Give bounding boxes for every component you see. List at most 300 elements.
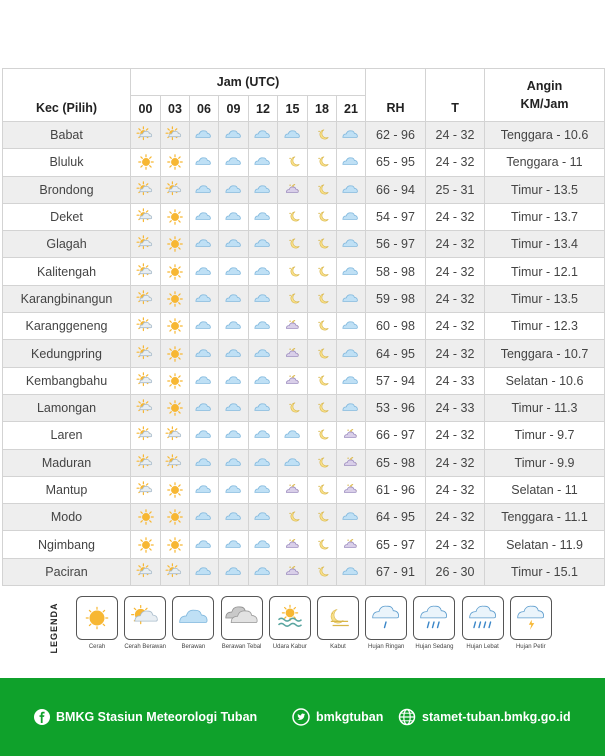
district-name[interactable]: Glagah [3,231,131,258]
weather-cell [190,422,219,449]
berawan-icon [249,481,277,499]
table-row[interactable] [3,231,605,258]
footer [0,678,605,756]
legend-label: Berawan Tebal [221,644,262,650]
weather-cell [278,394,308,421]
weather-cell [249,476,278,503]
temperature-header: T [426,69,485,122]
wind-value: Tenggara - 11 [485,149,605,176]
legend-label: Cerah Berawan [124,644,167,650]
berawan-icon [249,153,277,171]
cerah-berawan-icon [131,208,160,226]
rh-value: 59 - 98 [366,285,426,312]
website-link[interactable]: stamet-tuban.bmkg.go.id [398,708,571,726]
berawan-icon [190,208,218,226]
facebook-link[interactable]: BMKG Stasiun Meteorologi Tuban [34,708,257,726]
legend-item [460,596,506,650]
weather-cell [337,340,366,367]
temperature-value: 26 - 30 [426,558,485,585]
cerah-berawan-icon [131,399,160,417]
weather-cell [131,176,161,203]
weather-cell [131,203,161,230]
temperature-value: 24 - 33 [426,394,485,421]
weather-cell [190,531,219,558]
district-name[interactable]: Kedungpring [3,340,131,367]
berawan-icon [337,508,365,526]
cerah-berawan-icon [161,126,189,144]
district-name[interactable]: Ngimbang [3,531,131,558]
rh-value: 61 - 96 [366,476,426,503]
legend-item [74,596,120,650]
rh-value: 67 - 91 [366,558,426,585]
weather-cell [161,558,190,585]
district-name[interactable]: Kalitengah [3,258,131,285]
berawan-icon [190,153,218,171]
weather-cell [308,504,337,531]
weather-cell [131,531,161,558]
weather-cell [219,476,249,503]
weather-cell [278,504,308,531]
wind-value: Selatan - 10.6 [485,367,605,394]
globe-icon [398,708,416,726]
weather-cell [249,203,278,230]
berawan-icon [249,454,277,472]
rh-value: 53 - 96 [366,394,426,421]
facebook-icon [34,709,50,725]
temperature-value: 24 - 32 [426,449,485,476]
district-column-header[interactable]: Kec (Pilih) [3,69,131,122]
berawan-icon [190,126,218,144]
berawan-icon [278,454,307,472]
weather-cell [190,340,219,367]
wind-value: Timur - 12.1 [485,258,605,285]
weather-cell [131,394,161,421]
night-clear-icon [308,263,336,281]
weather-cell [249,367,278,394]
weather-cell [337,285,366,312]
weather-cell [278,176,308,203]
weather-cell [249,313,278,340]
table-row[interactable] [3,367,605,394]
cerah-berawan-icon [131,454,160,472]
district-name[interactable]: Brondong [3,176,131,203]
night-clear-icon [278,208,307,226]
berawan-icon [219,481,248,499]
weather-cell [337,558,366,585]
weather-cell [161,504,190,531]
berawan-icon [337,208,365,226]
weather-cell [308,476,337,503]
night-cloudy-icon [337,454,365,472]
table-row[interactable] [3,176,605,203]
weather-cell [337,449,366,476]
night-clear-icon [308,290,336,308]
weather-cell [190,558,219,585]
weather-cell [190,231,219,258]
weather-cell [131,258,161,285]
temperature-value: 24 - 33 [426,367,485,394]
rh-value: 65 - 98 [366,449,426,476]
weather-cell [161,367,190,394]
weather-cell [337,367,366,394]
weather-cell [219,340,249,367]
berawan-icon [219,208,248,226]
berawan-icon [337,263,365,281]
cerah-berawan-icon [161,426,189,444]
night-clear-icon [308,372,336,390]
weather-cell [190,313,219,340]
weather-cell [161,394,190,421]
district-name[interactable]: Babat [3,122,131,149]
district-name[interactable]: Karanggeneng [3,313,131,340]
cerah-berawan-icon [131,263,160,281]
night-clear-icon [308,181,336,199]
berawan-icon [190,317,218,335]
cerah-icon [161,481,189,499]
legend-label: Cerah [88,644,106,650]
wind-value: Timur - 13.5 [485,176,605,203]
night-cloudy-icon [278,317,307,335]
night-cloudy-icon [278,372,307,390]
legend-label: Hujan Sedang [415,644,454,650]
berawan-icon [249,399,277,417]
weather-cell [278,340,308,367]
cerah-icon [161,508,189,526]
table-row[interactable] [3,558,605,585]
legend-item [170,596,216,650]
weather-cell [219,449,249,476]
wind-value: Tenggara - 10.7 [485,340,605,367]
udara-kabur-icon [269,596,311,640]
weather-cell [278,476,308,503]
berawan-icon [190,426,218,444]
district-name[interactable]: Mantup [3,476,131,503]
night-clear-icon [278,153,307,171]
night-clear-icon [308,481,336,499]
berawan-icon [337,345,365,363]
weather-cell [308,422,337,449]
twitter-link[interactable]: bmkgtuban [292,708,383,726]
cerah-icon [161,208,189,226]
berawan-icon [278,126,307,144]
weather-cell [161,149,190,176]
temperature-value: 24 - 32 [426,122,485,149]
cerah-berawan-icon [131,481,160,499]
berawan-icon [219,263,248,281]
berawan-icon [190,235,218,253]
weather-cell [190,449,219,476]
weather-cell [308,176,337,203]
weather-cell [308,122,337,149]
weather-cell [219,285,249,312]
temperature-value: 24 - 32 [426,531,485,558]
weather-cell [219,231,249,258]
weather-cell [308,394,337,421]
temperature-value: 25 - 31 [426,176,485,203]
weather-cell [161,531,190,558]
weather-cell [308,258,337,285]
weather-cell [249,122,278,149]
weather-cell [219,203,249,230]
weather-cell [131,504,161,531]
night-clear-icon [308,454,336,472]
weather-cell [219,394,249,421]
berawan-icon [190,181,218,199]
cerah-berawan-icon [161,181,189,199]
weather-cell [249,340,278,367]
berawan-icon [190,563,218,581]
weather-cell [190,149,219,176]
district-name[interactable]: Deket [3,203,131,230]
table-row[interactable] [3,476,605,503]
weather-cell [219,367,249,394]
hour-header: 09 [219,96,249,122]
berawan-icon [219,290,248,308]
hour-header: 12 [249,96,278,122]
berawan-icon [337,181,365,199]
weather-cell [249,504,278,531]
weather-cell [219,504,249,531]
cerah-icon [76,596,118,640]
hour-header: 21 [337,96,366,122]
berawan-icon [190,508,218,526]
berawan-icon [249,290,277,308]
night-cloudy-icon [278,536,307,554]
berawan-icon [190,481,218,499]
berawan-icon [190,263,218,281]
night-clear-icon [308,126,336,144]
wind-value: Timur - 11.3 [485,394,605,421]
temperature-value: 24 - 32 [426,313,485,340]
weather-cell [337,476,366,503]
temperature-value: 24 - 32 [426,476,485,503]
weather-cell [337,394,366,421]
berawan-icon [249,208,277,226]
weather-cell [131,449,161,476]
wind-value: Timur - 13.5 [485,285,605,312]
weather-cell [161,122,190,149]
district-name[interactable]: Bluluk [3,149,131,176]
weather-cell [161,313,190,340]
berawan-icon [249,181,277,199]
berawan-icon [337,563,365,581]
weather-cell [249,449,278,476]
weather-cell [278,422,308,449]
weather-cell [161,422,190,449]
night-cloudy-icon [337,426,365,444]
weather-cell [131,340,161,367]
night-clear-icon [308,345,336,363]
weather-cell [249,394,278,421]
cerah-icon [161,235,189,253]
berawan-icon [219,181,248,199]
night-cloudy-icon [278,181,307,199]
temperature-value: 24 - 32 [426,258,485,285]
weather-cell [278,285,308,312]
weather-cell [278,258,308,285]
weather-cell [249,558,278,585]
berawan-icon [337,153,365,171]
weather-cell [161,203,190,230]
weather-cell [278,231,308,258]
district-name[interactable]: Karangbinangun [3,285,131,312]
berawan-icon [337,126,365,144]
weather-cell [219,531,249,558]
legend-item [315,596,361,650]
night-clear-icon [278,399,307,417]
weather-cell [190,504,219,531]
night-cloudy-icon [337,481,365,499]
wind-value: Timur - 12.3 [485,313,605,340]
table-row[interactable] [3,504,605,531]
berawan-tebal-icon [221,596,263,640]
berawan-icon [219,399,248,417]
cerah-icon [131,536,160,554]
rh-header: RH [366,69,426,122]
weather-cell [190,394,219,421]
weather-cell [308,367,337,394]
weather-cell [131,285,161,312]
hour-header: 03 [161,96,190,122]
weather-cell [161,449,190,476]
berawan-icon [219,536,248,554]
hour-header: 15 [278,96,308,122]
berawan-icon [249,372,277,390]
district-name[interactable]: Kembangbahu [3,367,131,394]
night-clear-icon [278,290,307,308]
weather-cell [131,149,161,176]
table-row[interactable] [3,122,605,149]
district-name[interactable]: Lamongan [3,394,131,421]
weather-cell [190,367,219,394]
night-clear-icon [308,536,336,554]
table-row[interactable] [3,531,605,558]
cerah-berawan-icon [131,372,160,390]
berawan-icon [219,426,248,444]
rh-value: 58 - 98 [366,258,426,285]
weather-cell [308,531,337,558]
weather-cell [161,231,190,258]
rh-value: 56 - 97 [366,231,426,258]
berawan-icon [190,399,218,417]
berawan-icon [219,235,248,253]
wind-value: Timur - 13.4 [485,231,605,258]
weather-cell [131,422,161,449]
weather-cell [161,476,190,503]
weather-cell [308,340,337,367]
cerah-icon [161,290,189,308]
night-clear-icon [308,508,336,526]
cerah-berawan-icon [131,563,160,581]
legend-item [363,596,409,650]
berawan-icon [249,263,277,281]
weather-cell [337,176,366,203]
weather-cell [219,313,249,340]
weather-cell [219,176,249,203]
berawan-icon [278,426,307,444]
weather-cell [249,258,278,285]
table-row[interactable] [3,422,605,449]
weather-cell [219,122,249,149]
weather-cell [190,122,219,149]
weather-cell [278,149,308,176]
night-cloudy-icon [278,481,307,499]
night-clear-icon [278,235,307,253]
weather-cell [249,531,278,558]
district-name[interactable]: Paciran [3,558,131,585]
wind-value: Selatan - 11 [485,476,605,503]
table-row[interactable] [3,313,605,340]
table-row[interactable] [3,258,605,285]
temperature-value: 24 - 32 [426,149,485,176]
berawan-icon [249,508,277,526]
weather-cell [308,203,337,230]
berawan-icon [219,317,248,335]
weather-cell [190,176,219,203]
table-row[interactable] [3,203,605,230]
berawan-icon [172,596,214,640]
berawan-icon [249,536,277,554]
rh-value: 65 - 95 [366,149,426,176]
district-name[interactable]: Laren [3,422,131,449]
rh-value: 66 - 97 [366,422,426,449]
weather-cell [190,258,219,285]
legend-item [508,596,554,650]
night-clear-icon [278,508,307,526]
table-row[interactable] [3,285,605,312]
berawan-icon [249,317,277,335]
weather-cell [308,285,337,312]
district-name[interactable]: Maduran [3,449,131,476]
wind-header-line2: KM/Jam [520,97,569,111]
cerah-berawan-icon [131,426,160,444]
wind-value: Timur - 9.9 [485,449,605,476]
night-clear-icon [308,399,336,417]
wind-value: Timur - 15.1 [485,558,605,585]
temperature-value: 24 - 32 [426,203,485,230]
temperature-value: 24 - 32 [426,285,485,312]
weather-cell [249,176,278,203]
rh-value: 66 - 94 [366,176,426,203]
table-row[interactable] [3,340,605,367]
weather-cell [249,285,278,312]
berawan-icon [249,126,277,144]
legend-label: Hujan Petir [515,644,546,650]
berawan-icon [219,153,248,171]
table-row[interactable] [3,149,605,176]
weather-cell [161,340,190,367]
weather-cell [337,149,366,176]
twitter-icon [292,708,310,726]
hour-header: 06 [190,96,219,122]
berawan-icon [219,454,248,472]
table-row[interactable] [3,449,605,476]
weather-cell [308,449,337,476]
cerah-icon [161,345,189,363]
weather-cell [337,122,366,149]
berawan-icon [219,563,248,581]
cerah-berawan-icon [131,235,160,253]
night-clear-icon [308,426,336,444]
rh-value: 60 - 98 [366,313,426,340]
table-row[interactable] [3,394,605,421]
weather-cell [219,558,249,585]
wind-value: Tenggara - 11.1 [485,504,605,531]
weather-cell [131,122,161,149]
district-name[interactable]: Modo [3,504,131,531]
cerah-berawan-icon [131,345,160,363]
kabut-icon [317,596,359,640]
